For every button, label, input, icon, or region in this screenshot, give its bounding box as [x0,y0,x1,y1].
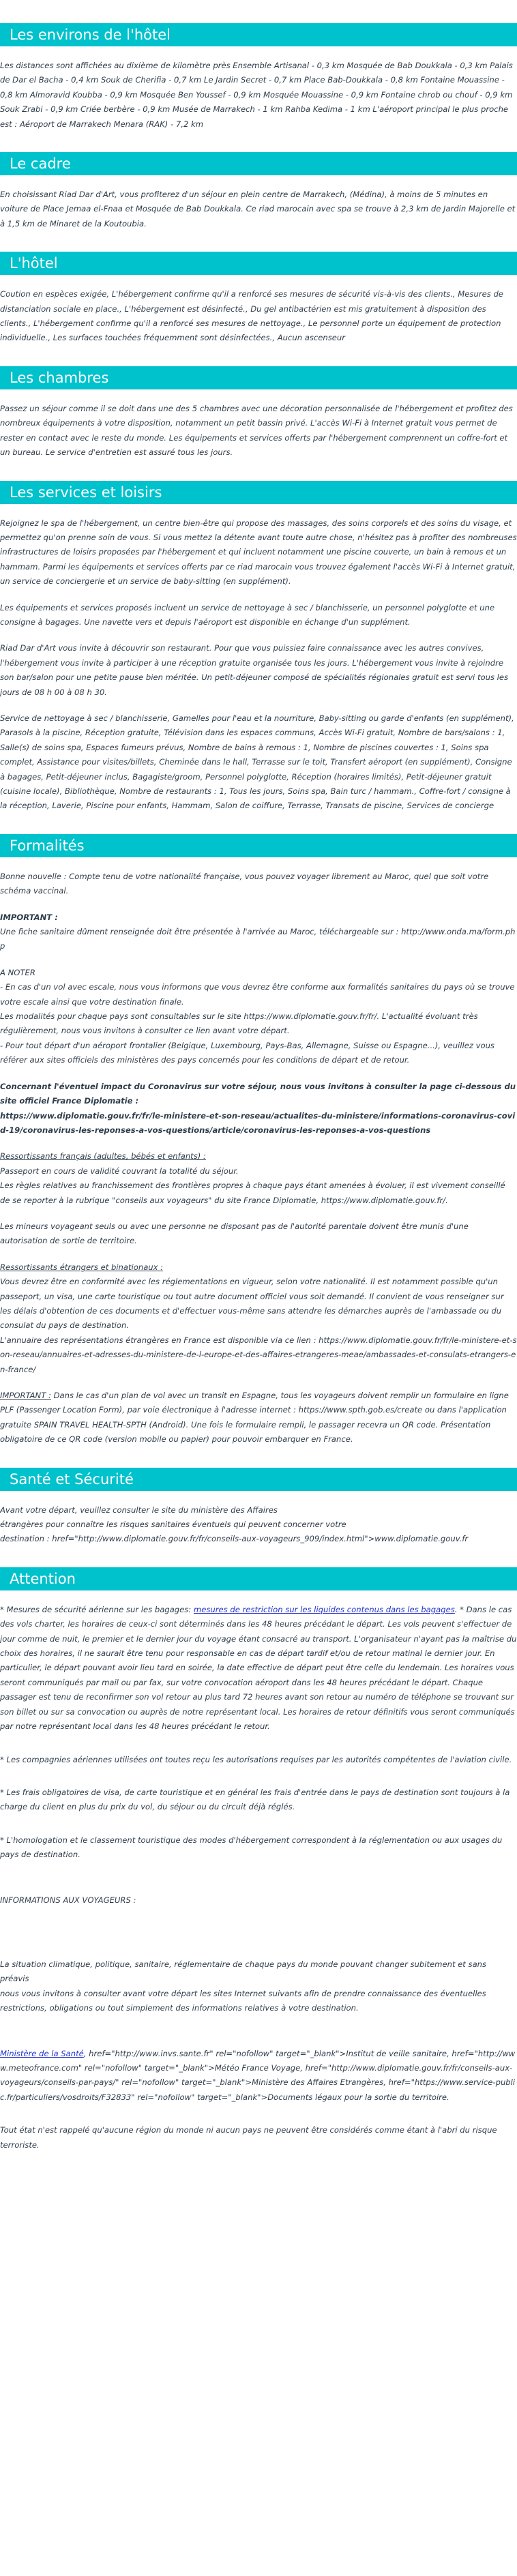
section-body-sante [0,1491,517,1567]
section-attention [0,1567,517,2173]
attention-links-text: , href="http://www.invs.sante.fr" rel="nofollow" target="_blank">Institut de veille sanitaire, href="http://www.meteofrance.com" rel="nofollow" target="_blank">Météo France Voyage, href="http://www.diplomatie.gouv.fr/fr/conseils-aux-voyageurs/conseils-par-pays/" rel="nofollow" target="_blank">Ministère des Affaires Etrangères, href="https://www.service-public.fr/particuliers/vosdroits/F32833" rel="nofollow" target="_blank">Documents légaux pour la sortie du territoire. [0,2048,516,2102]
section-chambres [0,366,517,481]
ministere-sante-link[interactable]: Ministère de la Santé [0,2048,84,2058]
section-body-formalites [0,857,517,1468]
attention-text: . * Dans le cas des vols charter, les horaires de ceux-ci sont déterminés dans les 48 heures précédant le départ. Les vols peuvent s'effectuer de jour comme de nuit, le premier et le dernier jour du voyage étant consacré au transport. L'organisateur n'ayant pas la maîtrise du choix des horaires, il ne saurait être tenu pour responsable en cas de départ tardif et/ou de retour matinal le dernier jour. En particulier, le départ pouvant avoir lieu tard en soirée, la date effective de départ peut être celle du lendemain. Les horaires vous seront communiqués par mail ou par fax, sur votre convocation aéroport dans les 48 heures précédant le départ. Chaque passager est tenu de reconfirmer son vol retour au plus tard 72 heures avant son retour au numéro de téléphone se trouvant sur son billet ou sur sa convocation ou auprès de notre représentant local. Les horaires de retour définitifs vous seront communiqués par notre représentant local dans les 48 heures précédant le retour. [0,1604,517,1732]
attention-prefix: * Mesures de sécurité aérienne sur les bagages: [0,1604,194,1614]
attention-paragraph: Tout état n'est rappelé qu'aucune région du monde ni aucun pays ne peuvent être considérés comme étant à l'abri du risque terroriste. [0,2125,497,2150]
section-title-services: Les services et loisirs [0,481,517,504]
spacer [0,1826,517,1833]
section-body-hotel [0,275,517,366]
formalites-transit-spain [0,1389,517,1447]
section-body-chambres [0,389,517,481]
section-body-environs [0,46,517,152]
attention-paragraph: * Les compagnies aériennes utilisées ont toutes reçu les autorisations requises par les autorités compétentes de l'aviation civile. [0,1754,512,1764]
formalites-anoter-item: - Pour tout départ d'un aéroport frontalier (Belgique, Luxembourg, Pays-Bas, Allemagne, Suisse ou Espagne...), veuillez vous référer aux sites officiels des ministères des pays concernés pour les conditions de départ et de retour. [0,1040,494,1065]
attention-links-paragraph [0,2047,517,2105]
spacer [0,1938,517,1957]
section-formalites [0,834,517,1468]
formalites-anoter-item: - En cas d'un vol avec escale, nous vous informons que vous devrez être conforme aux formalités sanitaires du pays où se trouve votre escale ainsi que votre destination finale. [0,982,515,1007]
section-environs [0,23,517,152]
cadre-text: En choisissant Riad Dar d'Art, vous profiterez d'un séjour en plein centre de Marrakech, (Médina), à moins de 5 minutes en voiture de Place Jemaa el-Fnaa et Mosquée de Bab Doukkala. Ce riad marocain avec spa se trouve à 2,3 km de Jardin Majorelle et à 1,5 km de Minaret de la Koutoubia. [0,190,516,228]
section-hotel [0,252,517,366]
section-body-cadre [0,175,517,252]
services-paragraph: Rejoignez le spa de l'hébergement, un centre bien-être qui propose des massages, des soins corporels et des soins du visage, et permettez qu'on prenne soin de vous. Si vous mettez la détente avant toute autre chose, n'hésitez pas à profiter des nombreuses infrastructures de loisirs proposées par l'hébergement et qui incluent notamment une piscine couverte, un bain à remous et un hammam. Parmi les équipements et services offerts par ce riad marocain vous trouvez également l'accès Wi-Fi à Internet gratuit, un service de conciergerie et un service de baby-sitting (en supplément). [0,518,517,587]
formalites-intro: Bonne nouvelle : Compte tenu de votre nationalité française, vous pouvez voyager librement au Maroc, quel que soit votre schéma vaccinal. [0,871,489,896]
formalites-anoter-item: Les modalités pour chaque pays sont consultables sur le site https://www.diplomatie.gouv.fr/fr/. L'actualité évoluant très régulièrement, nous vous invitons à consulter ce lien avant votre départ. [0,1011,478,1036]
section-title-environs: Les environs de l'hôtel [0,23,517,46]
attention-paragraph: nous vous invitons à consulter avant votre départ les sites Internet suivants afin de prendre connaissance des éventuelles restrictions, obligations ou tout simplement des informations relatives à votre destination. [0,1988,486,2013]
spacer [0,2116,517,2123]
formalites-corona-title: Concernant l'éventuel impact du Coronavirus sur votre séjour, nous vous invitons à consulter la page ci-dessous du site officiel France Diplomatie : [0,1081,516,1106]
formalites-fr-text: Les règles relatives au franchissement des frontières propres à chaque pays étant amenées à évoluer, il est vivement conseillé de se reporter à la rubrique "conseils aux voyageurs" du site France Diplomatie, https://www.diplomatie.gouv.fr/. [0,1181,505,1205]
section-body-services [0,504,517,834]
formalites-etrangers-text: Vous devrez être en conformité avec les réglementations en vigueur, selon votre nationalité. Il est notamment possible qu'un passeport, un visa, une carte touristique ou tout autre document officiel vous soit demandé. Il convient de vous renseigner sur les délais d'obtention de ces documents et d'effectuer vous-même sans attendre les démarches auprès de l'ambassade ou du consulat du pays de destination. [0,1277,504,1331]
formalites-important-text: Une fiche sanitaire dûment renseignée doit être présentée à l'arrivée au Maroc, téléchargeable sur : http://www.onda.ma/form.php [0,927,516,951]
section-sante [0,1468,517,1567]
section-title-sante: Santé et Sécurité [0,1468,517,1491]
formalites-important-label: IMPORTANT : [0,912,58,922]
sante-line: destination : href="http://www.diplomatie.gouv.fr/fr/conseils-aux-voyageurs_909/index.html">www.diplomatie.gouv.fr [0,1534,469,1544]
environs-text: Les distances sont affichées au dixième de kilomètre près Ensemble Artisanal - 0,3 km Mosquée de Bab Doukkala - 0,3 km Palais de Dar el Bacha - 0,4 km Souk de Cherifia - 0,7 km Le Jardin Secret - 0,7 km Place Bab-Doukkala - 0,8 km Fontaine Mouassine - 0,8 km Almoravid Koubba - 0,9 km Mosquée Ben Youssef - 0,9 km Mosquée Mouassine - 0,9 km Fontaine chrob ou chouf - 0,9 km Souk Zrabi - 0,9 km Criée berbère - 0,9 km Musée de Marrakech - 1 km Rahba Kedima - 1 km L'aéroport principal le plus proche est : Aéroport de Marrakech Menara (RAK) - 7,2 km [0,61,513,129]
chambres-text: Passez un séjour comme il se doit dans une des 5 chambres avec une décoration personnalisée de l'hébergement et profitez des nombreux équipements à votre disposition, notamment un petit bassin privé. L'accès Wi-Fi à Internet gratuit vous permet de rester en contact avec le reste du monde. Les équipements et services offerts par l'hébergement comprennent un coffre-fort et un bureau. Le service d'entretien est assuré tous les jours. [0,403,513,458]
attention-paragraph: * Les frais obligatoires de visa, de carte touristique et en général les frais d'entrée dans le pays de destination sont toujours à la charge du client en plus du prix du vol, du séjour ou du circuit déjà réglés. [0,1787,510,1812]
attention-paragraph: * L'homologation et le classement touristique des modes d'hébergement correspondent à la réglementation ou aux usages du pays de destination. [0,1835,503,1860]
formalites-corona-link[interactable]: https://www.diplomatie.gouv.fr/fr/le-ministere-et-son-reseau/actualites-du-ministere/informations-coronavirus-covid-19/coronavirus-les-reponses-a-vos-questions/article/coronavirus-les-reponses-a-vos-questions [0,1110,516,1135]
services-amenities-list: Service de nettoyage à sec / blanchisserie, Gamelles pour l'eau et la nourriture, Baby-sitting ou garde d'enfants (en supplément), Parasols à la piscine, Réception gratuite, Télévision dans les espaces communs, Accès Wi-Fi gratuit, Nombre de bars/salons : 1, Salle(s) de soins spa, Espaces fumeurs prévus, Nombre de bains à remous : 1, Nombre de piscines couvertes : 1, Soins spa complet, Assistance pour visites/billets, Cheminée dans le hall, Terrasse sur le toit, Transfert aéroport (en supplément), Consigne à bagages, Petit-déjeuner inclus, Bagagiste/groom, Personnel polyglotte, Réception (horaires limités), Petit-déjeuner gratuit (cuisine locale), Bibliothèque, Nombre de restaurants : 1, Tous les jours, Soins spa, Bain turc / hammam., Coffre-fort / consigne à la réception, Laverie, Piscine pour enfants, Hammam, Salon de coiffure, Terrasse, Transats de piscine, Services de concierge [0,713,514,811]
spacer [0,1919,517,1938]
section-title-cadre: Le cadre [0,152,517,175]
services-paragraph: Les équipements et services proposés incluent un service de nettoyage à sec / blanchisserie, un personnel polyglotte et une consigne à bagages. Une navette vers et depuis l'aéroport est disponible en échange d'un supplément. [0,602,495,627]
section-title-formalites: Formalités [0,834,517,857]
spacer [0,1779,517,1786]
section-title-hotel: L'hôtel [0,252,517,275]
spacer [0,2028,517,2047]
formalites-etrangers-label: Ressortissants étrangers et binationaux : [0,1262,164,1272]
spacer [0,1746,517,1753]
hotel-text: Coution en espèces exigée, L'hébergement confirme qu'il a renforcé ses mesures de sécurité vis-à-vis des clients., Mesures de distanciation sociale en place., L'hébergement est désinfecté., Du gel antibactérien est mis gratuitement à disposition des clients., L'hébergement confirme qu'il a renforcé ses mesures de nettoyage., Le personnel porte un équipement de protection individuelle., Les surfaces touchées fréquemment sont désinfectées., Aucun ascenseur [0,289,503,343]
liquid-restrictions-link[interactable]: mesures de restriction sur les liquides contenus dans les bagages [193,1604,455,1614]
section-title-attention: Attention [0,1567,517,1590]
section-services [0,481,517,834]
formalites-important2-label: IMPORTANT : [0,1391,51,1400]
attention-paragraph: La situation climatique, politique, sanitaire, réglementaire de chaque pays du monde pouvant changer subitement et sans préavis [0,1959,487,1984]
section-body-attention [0,1590,517,2173]
formalites-anoter-label: A NOTER [0,967,35,977]
attention-paragraph [0,1603,517,1734]
spacer [0,1874,517,1893]
sante-line: Avant votre départ, veuillez consulter le site du ministère des Affaires [0,1505,278,1515]
formalites-fr-label: Ressortissants français (adultes, bébés et enfants) : [0,1151,206,1161]
formalites-etrangers-text: L'annuaire des représentations étrangères en France est disponible via ce lien : https://www.diplomatie.gouv.fr/fr/le-ministere-et-son-reseau/annuaires-et-adresses-du-ministere-de-l-europe-et-des-affaires-etrangeres-meae/ambassades-et-consulats-etrangers-en-france/ [0,1335,517,1374]
attention-info-heading: INFORMATIONS AUX VOYAGEURS : [0,1895,136,1905]
formalites-fr-text: Passeport en cours de validité couvrant la totalité du séjour. [0,1166,239,1176]
formalites-important2-text: Dans le cas d'un plan de vol avec un transit en Espagne, tous les voyageurs doivent remplir un formulaire en ligne PLF (Passenger Location Form), par voie électronique à l'adresse internet : https://www.spth.gob.es/create ou dans l'application gratuite SPAIN TRAVEL HEALTH-SPTH (Android). Une fois le formulaire rempli, le passager recevra un QR code. Présentation obligatoire de ce QR code (version mobile ou papier) pour pouvoir embarquer en France. [0,1391,509,1445]
section-title-chambres: Les chambres [0,366,517,389]
section-cadre [0,152,517,252]
formalites-mineurs: Les mineurs voyageant seuls ou avec une personne ne disposant pas de l'autorité parentale doivent être munis d'une autorisation de sortie de territoire. [0,1221,469,1246]
sante-line: étrangères pour connaître les risques sanitaires éventuels qui peuvent concerner votre [0,1520,346,1530]
services-paragraph: Riad Dar d'Art vous invite à découvrir son restaurant. Pour que vous puissiez faire connaissance avec les autres convives, l'hébergement vous invite à participer à une réception gratuite organisée tous les jours. L'hébergement vous invite à rejoindre son bar/salon pour une petite pause bien méritée. Un petit-déjeuner composé de spécialités régionales gratuit est servi tous les jours de 08 h 00 à 08 h 30. [0,643,509,697]
